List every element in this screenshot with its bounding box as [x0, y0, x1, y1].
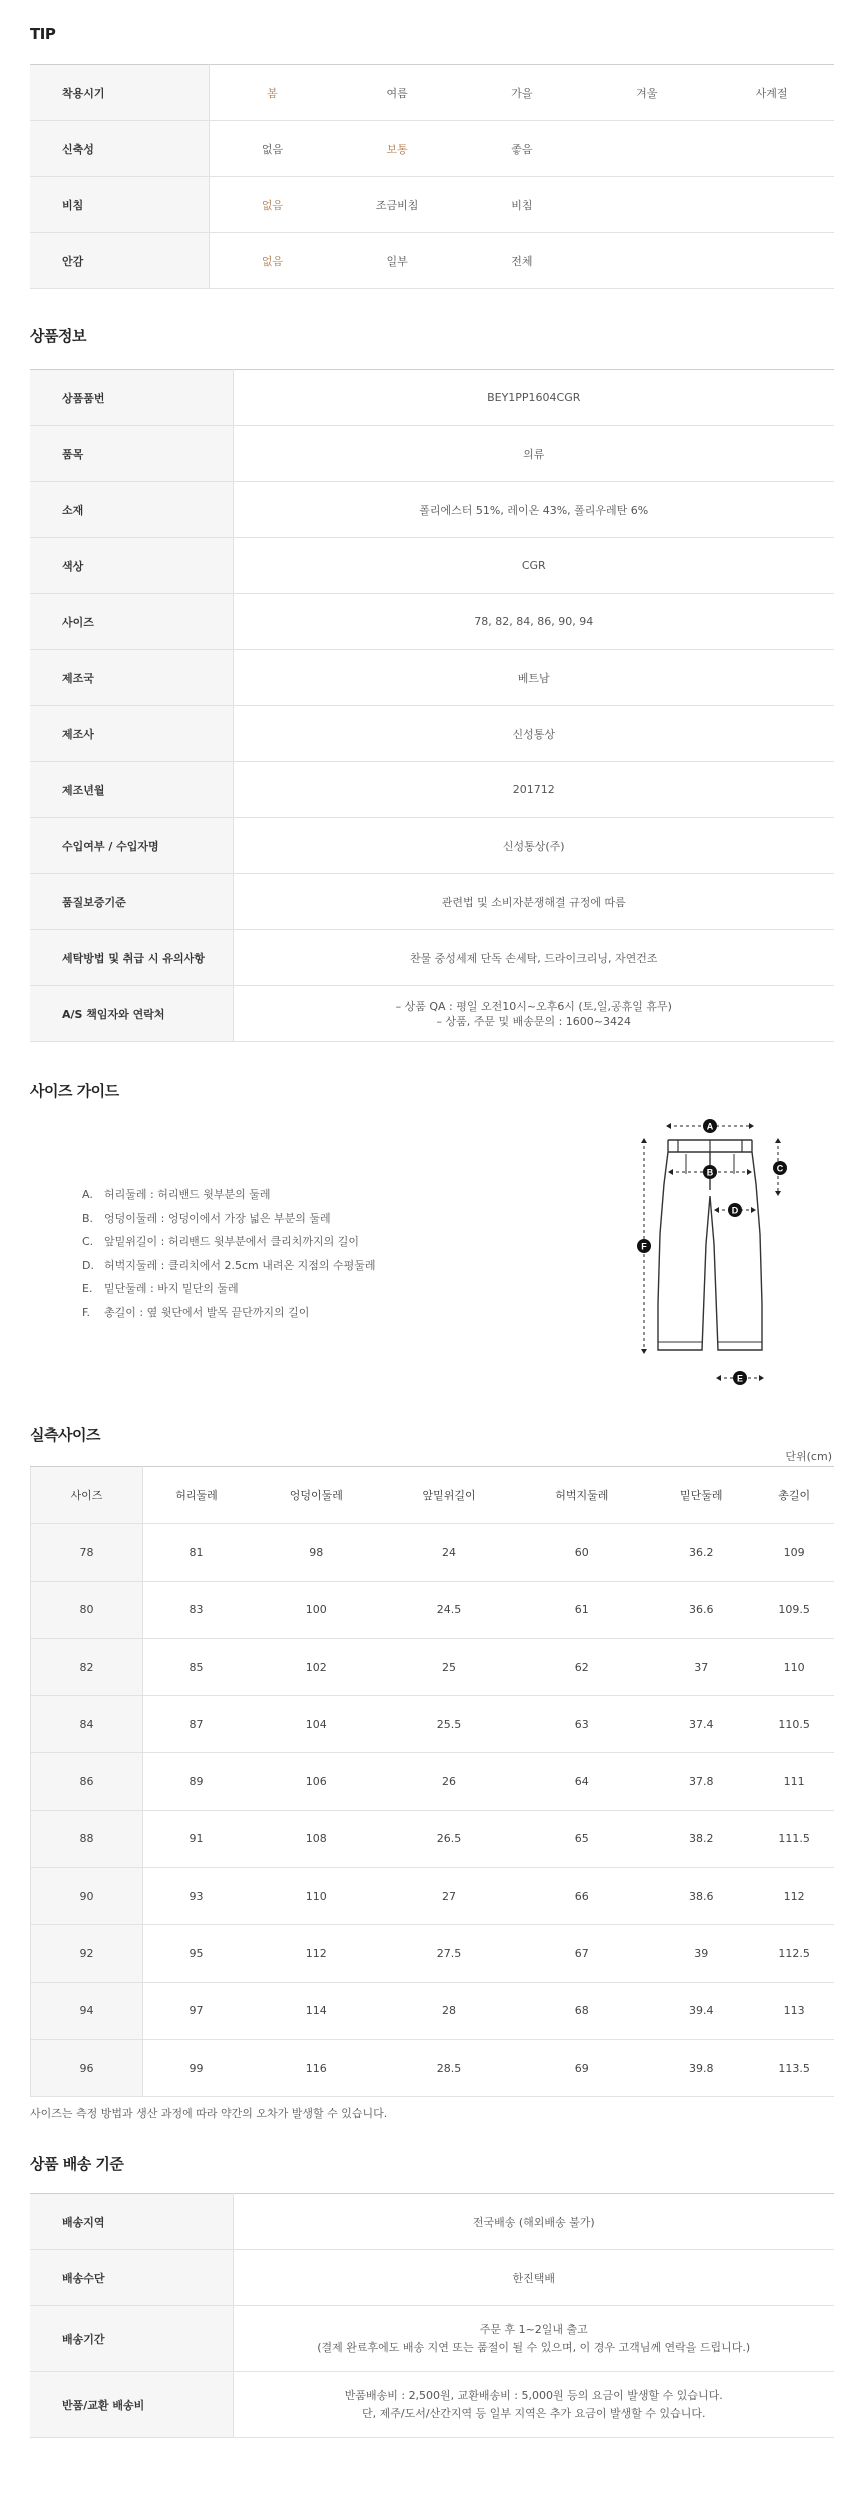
tip-option: 조금비침: [335, 177, 460, 233]
measure-size-cell: 88: [31, 1810, 143, 1867]
measure-cell: 39.8: [648, 2039, 754, 2096]
info-value: 베트남: [233, 650, 834, 706]
measure-size-cell: 96: [31, 2039, 143, 2096]
pants-diagram: [620, 1114, 810, 1394]
info-row: [30, 706, 834, 762]
info-label: 제조년월: [30, 762, 233, 818]
tip-option: 없음: [210, 177, 335, 233]
info-label: 제조국: [30, 650, 233, 706]
tip-label: 착용시기: [30, 65, 210, 121]
measure-row: [31, 2039, 835, 2096]
measure-cell: 100: [250, 1581, 383, 1638]
measure-cell: 38.6: [648, 1868, 754, 1925]
measure-cell: 37.4: [648, 1696, 754, 1753]
measure-header-row: [31, 1467, 835, 1524]
measure-note: 사이즈는 측정 방법과 생산 과정에 따라 약간의 오차가 발생할 수 있습니다.: [30, 2107, 388, 2121]
tip-section-header: [30, 0, 834, 64]
measure-cell: 64: [515, 1753, 648, 1810]
diagram-marker-a: [703, 1119, 717, 1133]
tip-option: [709, 233, 834, 289]
measure-cell: 83: [143, 1581, 250, 1638]
info-value: BEY1PP1604CGR: [233, 370, 834, 426]
measure-row: [31, 1753, 835, 1810]
shipping-label: 반품/교환 배송비: [30, 2372, 233, 2438]
tip-table: [30, 64, 834, 289]
size-guide-item: [82, 1233, 375, 1257]
measure-cell: 28: [383, 1982, 516, 2039]
measure-cell: 106: [250, 1753, 383, 1810]
shipping-row-region: [30, 2194, 834, 2250]
as-line-1: – 상품 QA : 평일 오전10시~오후6시 (토,일,공휴일 휴무): [395, 999, 672, 1013]
measure-cell: 111.5: [754, 1810, 834, 1867]
measure-cell: 109: [754, 1524, 834, 1581]
info-value: 의류: [233, 426, 834, 482]
measure-cell: 113.5: [754, 2039, 834, 2096]
measure-cell: 110: [754, 1638, 834, 1695]
size-guide-text: 허벅지둘레 : 클리치에서 2.5cm 내려온 지점의 수평둘레: [104, 1258, 376, 1272]
shipping-table: [30, 2193, 834, 2438]
measure-cell: 36.2: [648, 1524, 754, 1581]
size-guide-text: 밑단둘레 : 바지 밑단의 둘레: [104, 1282, 239, 1295]
size-guide-item: [82, 1257, 375, 1281]
size-guide-letter: B.: [82, 1211, 94, 1225]
measure-header-cell: 앞밑위길이: [383, 1467, 516, 1524]
measure-cell: 28.5: [383, 2039, 516, 2096]
measure-header-cell: 밑단둘레: [648, 1467, 754, 1524]
tip-label: 비침: [30, 177, 210, 233]
shipping-label: 배송지역: [30, 2194, 233, 2250]
measure-cell: 62: [515, 1638, 648, 1695]
measure-cell: 37: [648, 1638, 754, 1695]
info-row: [30, 370, 834, 426]
tip-option: 없음: [210, 233, 335, 289]
measure-title: 실측사이즈: [30, 1426, 100, 1444]
info-label: 세탁방법 및 취급 시 유의사항: [30, 930, 233, 986]
info-label: 제조사: [30, 706, 233, 762]
measure-size-cell: 78: [31, 1524, 143, 1581]
info-label: 상품품번: [30, 370, 233, 426]
tip-option: 일부: [335, 233, 460, 289]
measure-cell: 27: [383, 1868, 516, 1925]
measure-cell: 25.5: [383, 1696, 516, 1753]
info-value: 신성통상: [233, 706, 834, 762]
info-label: 품질보증기준: [30, 874, 233, 930]
measure-cell: 116: [250, 2039, 383, 2096]
measure-cell: 39: [648, 1925, 754, 1982]
measure-cell: 27.5: [383, 1925, 516, 1982]
info-row-as: [30, 986, 834, 1042]
tip-label: 안감: [30, 233, 210, 289]
measure-cell: 25: [383, 1638, 516, 1695]
measure-cell: 114: [250, 1982, 383, 2039]
measure-size-cell: 80: [31, 1581, 143, 1638]
measure-size-cell: 84: [31, 1696, 143, 1753]
size-guide-item: [82, 1186, 375, 1210]
measure-row: [31, 1581, 835, 1638]
shipping-label: 배송수단: [30, 2250, 233, 2306]
tip-row: [30, 233, 834, 289]
measure-cell: 89: [143, 1753, 250, 1810]
measure-size-cell: 82: [31, 1638, 143, 1695]
measure-cell: 99: [143, 2039, 250, 2096]
measure-header-cell: 총길이: [754, 1467, 834, 1524]
info-value-as: [233, 986, 834, 1042]
tip-option: 가을: [459, 65, 584, 121]
tip-option: 전체: [459, 233, 584, 289]
measure-header: [30, 1402, 834, 1442]
shipping-row-period: [30, 2306, 834, 2372]
measure-row: [31, 1925, 835, 1982]
measure-row: [31, 1638, 835, 1695]
measure-row: [31, 1982, 835, 2039]
size-guide-item: [82, 1304, 375, 1328]
tip-option: 비침: [459, 177, 584, 233]
diagram-marker-b: [703, 1165, 717, 1179]
tip-row: [30, 177, 834, 233]
size-guide-letter: C.: [82, 1235, 94, 1248]
measure-header-cell: 사이즈: [31, 1467, 143, 1524]
return-line-1: 반품배송비 : 2,500원, 교환배송비 : 5,000원 등의 요금이 발생할 수 있습니다.: [344, 2388, 723, 2402]
measure-row: [31, 1696, 835, 1753]
as-line-2: – 상품, 주문 및 배송문의 : 1600~3424: [436, 1014, 632, 1028]
info-value: CGR: [233, 538, 834, 594]
shipping-row-method: [30, 2250, 834, 2306]
period-line-2: (결제 완료후에도 배송 지연 또는 품절이 될 수 있으며, 이 경우 고객님께 연락을 드립니다.): [317, 2340, 751, 2354]
measure-cell: 110.5: [754, 1696, 834, 1753]
info-value: 폴리에스터 51%, 레이온 43%, 폴리우레탄 6%: [233, 482, 834, 538]
measure-cell: 68: [515, 1982, 648, 2039]
measure-cell: 97: [143, 1982, 250, 2039]
size-guide-item: [82, 1280, 375, 1304]
info-label: 품목: [30, 426, 233, 482]
diagram-marker-e: [733, 1371, 747, 1385]
tip-option: 사계절: [709, 65, 834, 121]
tip-title: TIP: [30, 25, 56, 43]
measure-cell: 91: [143, 1810, 250, 1867]
measure-cell: 63: [515, 1696, 648, 1753]
info-label: 소재: [30, 482, 233, 538]
info-value: 관련법 및 소비자분쟁해결 규정에 따름: [233, 874, 834, 930]
shipping-title: 상품 배송 기준: [30, 2155, 124, 2174]
svg-text:D: D: [731, 1205, 739, 1216]
size-guide-letter: A.: [82, 1188, 93, 1201]
tip-option: [584, 121, 709, 177]
measure-cell: 36.6: [648, 1581, 754, 1638]
tip-option: 좋음: [459, 121, 584, 177]
tip-row: [30, 121, 834, 177]
return-line-2: 단, 제주/도서/산간지역 등 일부 지역은 추가 요금이 발생할 수 있습니다.: [362, 2406, 706, 2420]
tip-row: [30, 65, 834, 121]
size-guide-text: 앞밑위길이 : 허리밴드 윗부분에서 클리치까지의 길이: [104, 1235, 359, 1248]
info-row: [30, 874, 834, 930]
measure-cell: 98: [250, 1524, 383, 1581]
measure-cell: 61: [515, 1581, 648, 1638]
measure-cell: 102: [250, 1638, 383, 1695]
measure-cell: 112: [250, 1925, 383, 1982]
size-guide-text: 허리둘레 : 허리밴드 윗부분의 둘레: [104, 1188, 271, 1201]
shipping-value: 전국배송 (해외배송 불가): [233, 2194, 834, 2250]
size-guide-title: 사이즈 가이드: [30, 1082, 119, 1100]
measure-cell: 85: [143, 1638, 250, 1695]
measure-cell: 113: [754, 1982, 834, 2039]
info-value: 201712: [233, 762, 834, 818]
info-value: 신성통상(주): [233, 818, 834, 874]
period-line-1: 주문 후 1~2일내 출고: [479, 2322, 588, 2336]
tip-option: [584, 177, 709, 233]
svg-text:C: C: [776, 1163, 784, 1174]
measure-cell: 109.5: [754, 1581, 834, 1638]
measure-table: [30, 1466, 834, 2097]
product-info-table: [30, 369, 834, 1042]
measure-cell: 95: [143, 1925, 250, 1982]
measure-cell: 24: [383, 1524, 516, 1581]
measure-row: [31, 1524, 835, 1581]
product-info-title: 상품정보: [30, 327, 86, 345]
measure-header-cell: 엉덩이둘레: [250, 1467, 383, 1524]
measure-cell: 24.5: [383, 1581, 516, 1638]
measure-cell: 26: [383, 1753, 516, 1810]
shipping-value: [233, 2372, 834, 2438]
measure-cell: 110: [250, 1868, 383, 1925]
measure-row: [31, 1810, 835, 1867]
shipping-label: 배송기간: [30, 2306, 233, 2372]
measure-cell: 104: [250, 1696, 383, 1753]
shipping-row-return: [30, 2372, 834, 2438]
measure-cell: 65: [515, 1810, 648, 1867]
info-value: 찬물 중성세제 단독 손세탁, 드라이크리닝, 자연건조: [233, 930, 834, 986]
tip-option: [584, 233, 709, 289]
shipping-value: 한진택배: [233, 2250, 834, 2306]
measure-cell: 39.4: [648, 1982, 754, 2039]
measure-cell: 66: [515, 1868, 648, 1925]
size-guide-text: 엉덩이둘레 : 엉덩이에서 가장 넓은 부분의 둘레: [104, 1211, 331, 1225]
size-guide-header: [30, 1042, 834, 1104]
tip-option: 여름: [335, 65, 460, 121]
info-label: 색상: [30, 538, 233, 594]
info-label: A/S 책임자와 연락처: [30, 986, 233, 1042]
size-guide-text: 총길이 : 옆 윗단에서 발목 끝단까지의 길이: [104, 1305, 310, 1319]
tip-option: 없음: [210, 121, 335, 177]
svg-text:A: A: [706, 1121, 714, 1132]
info-row: [30, 818, 834, 874]
tip-option: [709, 177, 834, 233]
unit-label: 단위(cm): [785, 1450, 832, 1463]
info-row: [30, 650, 834, 706]
measure-cell: 37.8: [648, 1753, 754, 1810]
svg-text:F: F: [641, 1241, 647, 1252]
tip-option: 겨울: [584, 65, 709, 121]
info-row: [30, 762, 834, 818]
diagram-marker-c: [773, 1161, 787, 1175]
measure-header-cell: 허벅지둘레: [515, 1467, 648, 1524]
tip-label: 신축성: [30, 121, 210, 177]
info-value: 78, 82, 84, 86, 90, 94: [233, 594, 834, 650]
info-row: [30, 930, 834, 986]
measure-cell: 112: [754, 1868, 834, 1925]
tip-option: 봄: [210, 65, 335, 121]
measure-cell: 111: [754, 1753, 834, 1810]
product-info-header: [30, 289, 834, 369]
info-label: 사이즈: [30, 594, 233, 650]
measure-cell: 112.5: [754, 1925, 834, 1982]
svg-text:E: E: [736, 1373, 744, 1384]
size-guide-letter: D.: [82, 1258, 94, 1272]
tip-option: [709, 121, 834, 177]
info-label: 수입여부 / 수입자명: [30, 818, 233, 874]
info-row: [30, 426, 834, 482]
tip-option: 보통: [335, 121, 460, 177]
size-guide-body: [30, 1104, 834, 1402]
diagram-marker-d: [728, 1203, 742, 1217]
measure-size-cell: 90: [31, 1868, 143, 1925]
size-guide-letter: E.: [82, 1282, 93, 1295]
info-row: [30, 594, 834, 650]
measure-cell: 67: [515, 1925, 648, 1982]
measure-size-cell: 86: [31, 1753, 143, 1810]
shipping-header: [30, 2131, 834, 2193]
measure-cell: 93: [143, 1868, 250, 1925]
svg-text:B: B: [706, 1167, 714, 1178]
measure-size-cell: 92: [31, 1925, 143, 1982]
size-guide-letter: F.: [82, 1305, 91, 1319]
measure-cell: 69: [515, 2039, 648, 2096]
measure-header-cell: 허리둘레: [143, 1467, 250, 1524]
info-row: [30, 538, 834, 594]
measure-cell: 38.2: [648, 1810, 754, 1867]
size-guide-item: [82, 1210, 375, 1234]
measure-cell: 108: [250, 1810, 383, 1867]
diagram-marker-f: [637, 1239, 651, 1253]
measure-cell: 60: [515, 1524, 648, 1581]
measure-cell: 87: [143, 1696, 250, 1753]
measure-size-cell: 94: [31, 1982, 143, 2039]
shipping-value: [233, 2306, 834, 2372]
measure-cell: 81: [143, 1524, 250, 1581]
size-guide-list: [82, 1186, 375, 1327]
measure-row: [31, 1868, 835, 1925]
measure-cell: 26.5: [383, 1810, 516, 1867]
info-row: [30, 482, 834, 538]
